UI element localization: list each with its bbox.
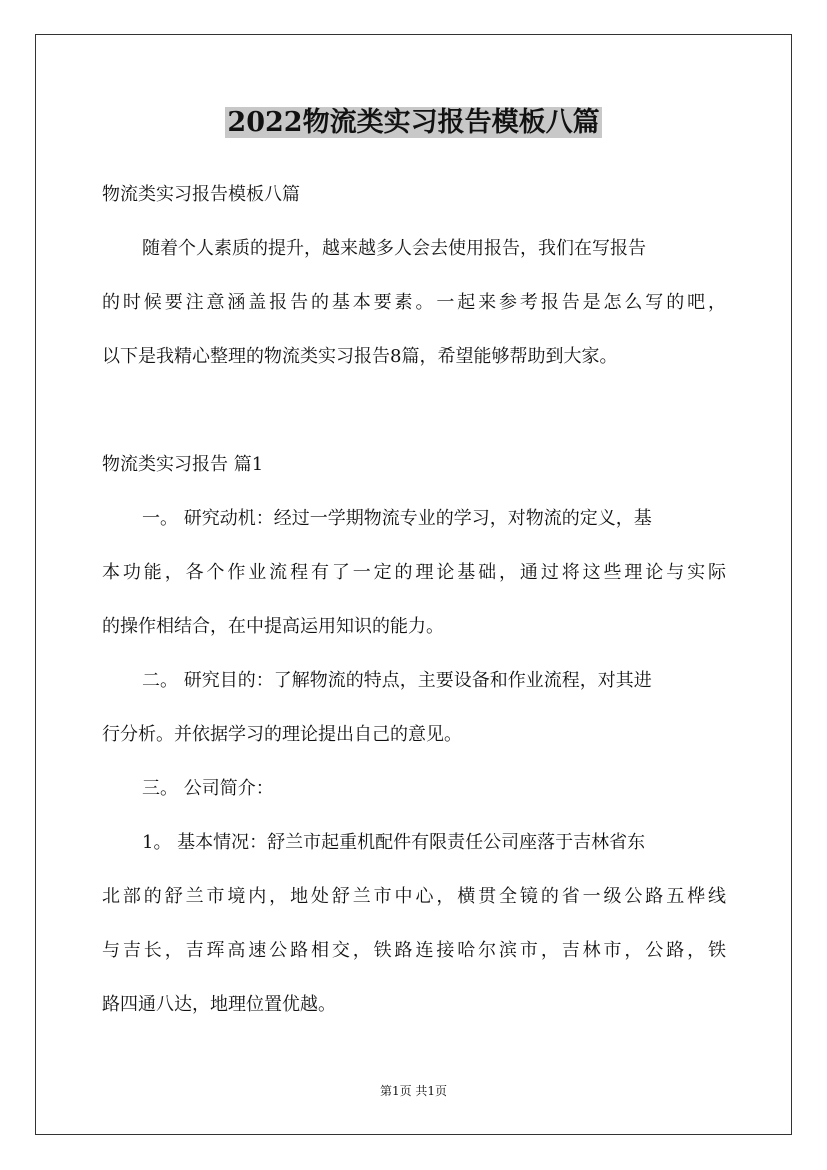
item4-line-2: 北部的舒兰市境内，地处舒兰市中心，横贯全镜的省一级公路五桦线	[102, 886, 726, 907]
item4-line-1: 1。 基本情况：舒兰市起重机配件有限责任公司座落于吉林省东	[142, 832, 646, 853]
intro-line-1: 随着个人素质的提升，越来越多人会去使用报告，我们在写报告	[142, 238, 646, 259]
item3-line: 三。 公司简介：	[142, 778, 274, 799]
item4-line-4: 路四通八达，地理位置优越。	[102, 994, 336, 1015]
item2-line-1: 二。 研究目的：了解物流的特点，主要设备和作业流程，对其进	[142, 670, 652, 691]
item1-line-2: 本功能，各个作业流程有了一定的理论基础，通过将这些理论与实际	[102, 562, 726, 583]
subtitle-line: 物流类实习报告模板八篇	[102, 184, 300, 205]
item4-line-3: 与吉长，吉珲高速公路相交，铁路连接哈尔滨市，吉林市，公路，铁	[102, 940, 726, 961]
section-heading: 物流类实习报告 篇1	[102, 454, 264, 475]
item1-line-3: 的操作相结合，在中提高运用知识的能力。	[102, 616, 444, 637]
item2-line-2: 行分析。并依据学习的理论提出自己的意见。	[102, 724, 462, 745]
intro-line-2: 的时候要注意涵盖报告的基本要素。一起来参考报告是怎么写的吧，	[102, 292, 726, 313]
item1-line-1: 一。 研究动机：经过一学期物流专业的学习，对物流的定义，基	[142, 508, 652, 529]
intro-line-3: 以下是我精心整理的物流类实习报告8篇，希望能够帮助到大家。	[102, 346, 618, 367]
page-footer: 第1页 共1页	[379, 1084, 448, 1098]
document-title: 2022物流类实习报告模板八篇	[227, 107, 600, 138]
